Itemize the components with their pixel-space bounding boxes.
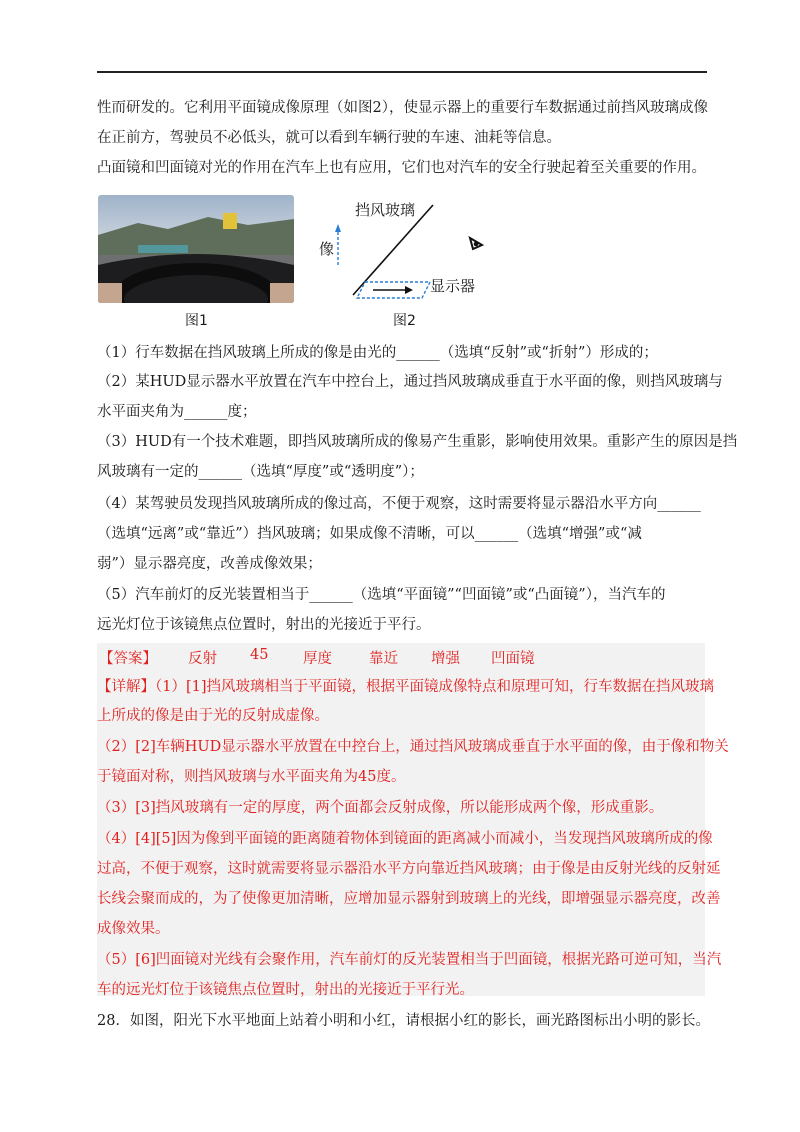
figure-1-caption: 图1 [185,313,208,329]
explanation-line: （3）[3]挡风玻璃有一定的厚度，两个面都会反射成像，所以能形成两个像，形成重影。 [97,800,664,816]
image-label: 像 [319,240,335,258]
question-line: （4）某驾驶员发现挡风玻璃所成的像过高，不便于观察，这时需要将显示器沿水平方向______ [97,496,701,512]
explanation-line: 长线会聚而成的，为了使像更加清晰，应增加显示器射到玻璃上的光线，即增强显示器亮度，改善 [97,891,721,907]
question-line: （5）汽车前灯的反光装置相当于______（选填“平面镜”“凹面镜”或“凸面镜”），当汽车的 [97,587,666,603]
question-line: 远光灯位于该镜焦点位置时，射出的光接近于平行。 [97,617,431,633]
answer-item: 厚度 [303,651,332,667]
answer-item: 靠近 [369,651,398,667]
explanation-line: 【详解】（1）[1]挡风玻璃相当于平面镜，根据平面镜成像特点和原理可知，行车数据在挡风玻璃 [97,679,715,695]
question-line: （选填“远离”或“靠近”）挡风玻璃；如果成像不清晰，可以______（选填“增强”或“减 [97,526,642,542]
windshield-label: 挡风玻璃 [355,201,416,219]
question-line: 风玻璃有一定的______（选填“厚度”或“透明度”）； [97,464,424,480]
header-rule [97,71,707,73]
explanation-line: 车的远光灯位于该镜焦点位置时，射出的光接近于平行光。 [97,982,474,998]
answer-item: 凹面镜 [491,651,535,667]
question-28-text: 28．如图，阳光下水平地面上站着小明和小红，请根据小红的影长，画光路图标出小明的影长。 [97,1013,710,1029]
answer-item: 增强 [431,651,460,667]
figure-1-hud-photo [98,195,294,303]
question-line: 弱”）显示器亮度，改善成像效果； [97,556,322,572]
explanation-line: 成像效果。 [97,921,170,937]
explanation-line: 上所成的像是由于光的反射成虚像。 [97,708,329,724]
answer-item: 反射 [188,651,217,667]
explanation-line: （5）[6]凹面镜对光线有会聚作用，汽车前灯的反光装置相当于凹面镜，根据光路可逆可知，当汽 [97,952,722,968]
question-line: （3）HUD有一个技术难题，即挡风玻璃所成的像易产生重影，影响使用效果。重影产生的原因是挡 [97,434,738,450]
explanation-line: （4）[4][5]因为像到平面镜的距离随着物体到镜面的距离减小而减小，当发现挡风玻璃所成的像 [97,831,713,847]
answer-item: 45 [250,647,269,663]
question-line: （1）行车数据在挡风玻璃上所成的像是由光的______（选填“反射”或“折射”）形成的； [97,345,658,361]
explanation-line: 过高，不便于观察，这时就需要将显示器沿水平方向靠近挡风玻璃；由于像是由反射光线的反射延 [97,861,721,877]
question-line: 水平面夹角为______度； [97,404,257,420]
explanation-line: 于镜面对称，则挡风玻璃与水平面夹角为45度。 [97,769,406,785]
intro-line-2: 在正前方，驾驶员不必低头，就可以看到车辆行驶的车速、油耗等信息。 [97,130,561,146]
figure-2-caption: 图2 [393,313,416,329]
explanation-line: （2）[2]车辆HUD显示器水平放置在中控台上，通过挡风玻璃成垂直于水平面的像，由于像和物关 [97,739,729,755]
intro-line-1: 性而研发的。它利用平面镜成像原理（如图2），使显示器上的重要行车数据通过前挡风玻璃成像 [97,100,708,116]
question-line: （2）某HUD显示器水平放置在汽车中控台上，通过挡风玻璃成垂直于水平面的像，则挡风玻璃与 [97,374,723,390]
intro-line-3: 凸面镜和凹面镜对光的作用在汽车上也有应用，它们也对汽车的安全行驶起着至关重要的作用。 [97,160,706,176]
answer-label: 【答案】 [99,651,157,667]
display-label: 显示器 [430,277,476,295]
